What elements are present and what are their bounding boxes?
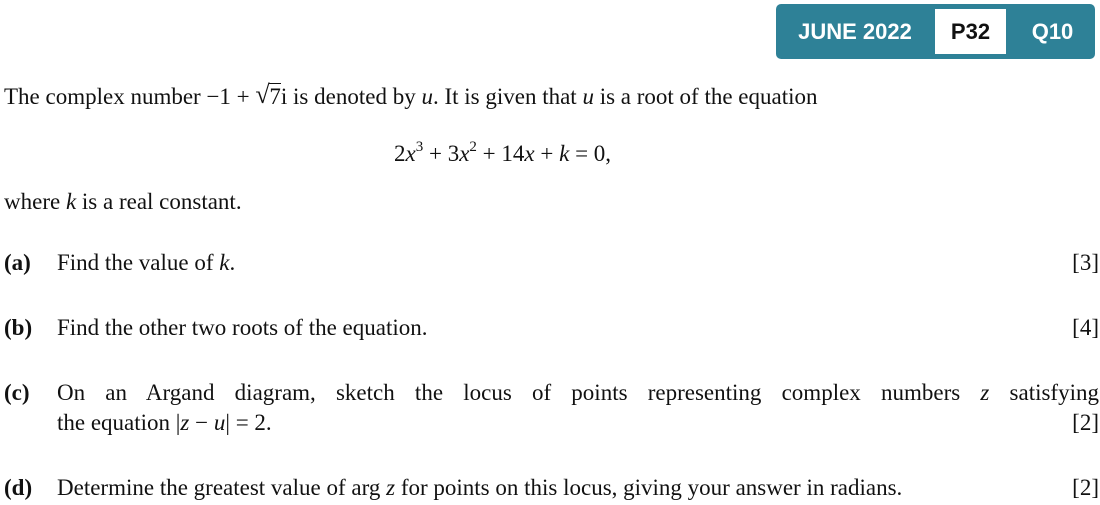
part-b-label: (b) <box>4 315 33 340</box>
intro-text: The complex number −1 + √ 7i is denoted by u. It is given that u is a root of the equation <box>4 80 818 109</box>
paper-number-label: P32 <box>935 9 1006 54</box>
part-d-marks: [2] <box>1072 475 1099 500</box>
part-c-line1: On an Argand diagram, sketch the locus of points representing complex numbers z satisfying <box>57 380 1099 405</box>
part-d-text: Determine the greatest value of arg z for points on this locus, giving your answer in radians. <box>57 475 903 500</box>
part-d-label: (d) <box>4 475 33 500</box>
square-root: √ 7 <box>255 80 281 109</box>
question-number-label: Q10 <box>1031 19 1074 44</box>
part-a-marks: [3] <box>1072 250 1099 275</box>
cubic-equation: $2x^3 + 3x^2 + 14x + k = 0$, <box>394 139 612 166</box>
part-c-label: (c) <box>4 380 30 405</box>
part-c-line2: the equation |z − u| = 2. <box>57 410 272 435</box>
question-reference-badge <box>776 4 1095 59</box>
part-a-label: (a) <box>4 250 31 275</box>
part-b-text: Find the other two roots of the equation. <box>57 315 428 340</box>
part-c-marks: [2] <box>1072 410 1099 435</box>
constant-note: where k is a real constant. <box>4 189 242 214</box>
part-b-marks: [4] <box>1072 315 1099 340</box>
part-a-text: Find the value of k. <box>57 250 236 275</box>
exam-session-label: JUNE 2022 <box>798 19 912 44</box>
